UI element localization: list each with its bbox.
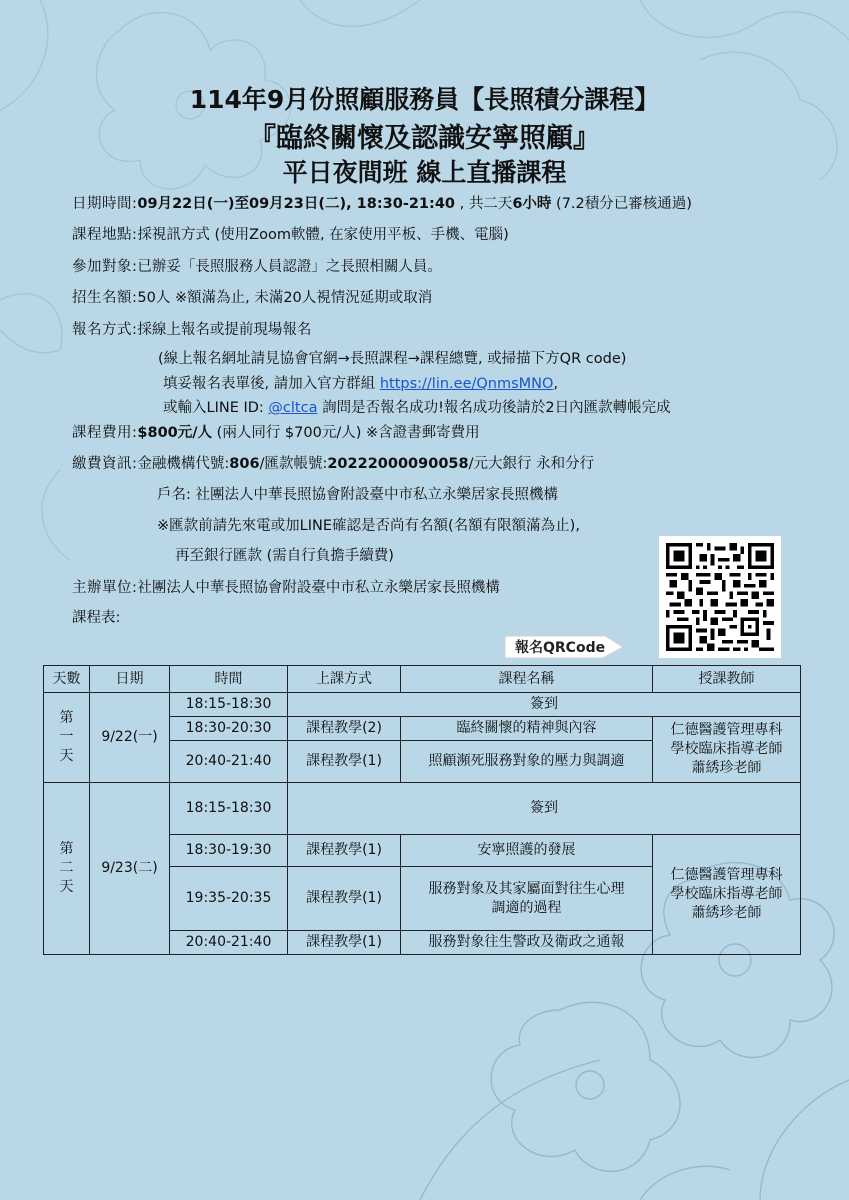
day-2-char: 第	[59, 841, 74, 857]
teacher-line: 學校臨床指導老師	[670, 741, 783, 757]
schedule-label: 課程表:	[72, 610, 121, 626]
day-1-date: 9/22(一)	[90, 693, 170, 783]
signup-line-4-note: 詢問是否報名成功!報名成功後請於2日內匯款轉帳完成	[317, 400, 671, 416]
date-label: 日期時間:	[72, 196, 138, 212]
day-2-cell	[44, 783, 90, 955]
signup-label: 報名方式:	[72, 322, 138, 338]
date-value: 09月22日(一)至09月23日(二), 18:30-21:40	[137, 196, 455, 212]
qr-code-label: 報名QRCode	[515, 640, 606, 656]
qr-code-icon	[666, 543, 774, 651]
day-1-char: 第	[59, 710, 74, 726]
signup-row	[72, 320, 311, 340]
method-cell: 課程教學(1)	[288, 931, 401, 955]
payment-row	[72, 454, 594, 474]
teacher-line: 仁德醫護管理專科	[670, 722, 783, 738]
course-line: 調適的過程	[491, 899, 562, 916]
time-cell: 19:35-20:35	[170, 867, 288, 931]
time-cell: 18:15-18:30	[170, 693, 288, 717]
course-cell: 安寧照護的發展	[401, 835, 653, 867]
day-2-char: 二	[59, 860, 74, 876]
method-cell: 課程教學(2)	[288, 717, 401, 741]
day-2-teacher	[653, 835, 801, 955]
target-row	[72, 257, 442, 277]
location-value: 採視訊方式 (使用Zoom軟體, 在家使用平板、手機、電腦)	[137, 227, 509, 243]
signup-value: 採線上報名或提前現場報名	[137, 322, 312, 338]
header-day: 天數	[44, 666, 90, 693]
line-group-link[interactable]: https://lin.ee/QnmsMNO	[379, 376, 554, 392]
organizer-row	[72, 578, 500, 598]
teacher-line: 仁德醫護管理專科	[670, 867, 783, 883]
table-row	[44, 693, 801, 717]
fee-note: (兩人同行 $700元/人) ※含證書郵寄費用	[212, 425, 480, 441]
title-line-2: 『臨終關懷及認識安寧照顧』	[249, 123, 600, 154]
checkin-cell: 簽到	[288, 693, 801, 717]
payment-label: 繳費資訊:	[72, 456, 138, 472]
day-1-teacher	[653, 717, 801, 783]
date-hours: 6小時	[512, 196, 552, 212]
signup-line-3-comma: ,	[553, 376, 559, 392]
line-id-link[interactable]: @cltca	[268, 400, 318, 416]
teacher-line: 學校臨床指導老師	[670, 886, 783, 902]
header-method: 上課方式	[288, 666, 401, 693]
time-cell: 18:30-19:30	[170, 835, 288, 867]
account-label: /匯款帳號:	[259, 456, 328, 472]
fee-row	[72, 423, 480, 443]
day-1-char: 天	[59, 748, 74, 764]
signup-qr-code[interactable]	[659, 536, 781, 658]
fee-price: $800元/人	[137, 425, 213, 441]
time-cell: 18:15-18:30	[170, 783, 288, 835]
table-row	[44, 783, 801, 835]
checkin-cell: 簽到	[288, 783, 801, 835]
bank-code-label: 金融機構代號:	[137, 456, 230, 472]
course-line: 服務對象及其家屬面對往生心理	[428, 880, 625, 897]
header-course: 課程名稱	[401, 666, 653, 693]
time-cell: 20:40-21:40	[170, 741, 288, 783]
signup-line-4-text: 或輸入LINE ID:	[163, 400, 269, 416]
teacher-line: 蕭綉珍老師	[691, 905, 762, 921]
fee-label: 課程費用:	[72, 425, 138, 441]
day-2-char: 天	[59, 879, 74, 895]
course-cell: 服務對象往生警政及衛政之通報	[401, 931, 653, 955]
target-label: 參加對象:	[72, 259, 138, 275]
day-1-char: 一	[59, 729, 74, 745]
organizer-label: 主辦單位:	[72, 580, 138, 596]
course-cell: 臨終關懷的精神與內容	[401, 717, 653, 741]
schedule-table	[43, 665, 801, 955]
course-cell	[401, 867, 653, 931]
day-1-cell	[44, 693, 90, 783]
payment-note-1: ※匯款前請先來電或加LINE確認是否尚有名額(名額有限額滿為止),	[157, 518, 580, 534]
bank-code: 806	[229, 456, 260, 472]
payment-note-2: 再至銀行匯款 (需自行負擔手續費)	[175, 548, 394, 564]
organizer-value: 社團法人中華長照協會附設臺中市私立永樂居家長照機構	[137, 580, 500, 596]
header-date: 日期	[90, 666, 170, 693]
account-holder: 戶名: 社團法人中華長照協會附設臺中市私立永樂居家長照機構	[157, 487, 558, 503]
day-2-date: 9/23(二)	[90, 783, 170, 955]
header-time: 時間	[170, 666, 288, 693]
title-line-3: 平日夜間班 線上直播課程	[282, 158, 567, 187]
method-cell: 課程教學(1)	[288, 741, 401, 783]
date-credit: (7.2積分已審核通過)	[551, 196, 692, 212]
location-label: 課程地點:	[72, 227, 138, 243]
signup-line-2: (線上報名網址請見協會官網→長照課程→課程總覽, 或掃描下方QR code)	[158, 351, 627, 367]
bank-name: /元大銀行 永和分行	[468, 456, 595, 472]
title-line-1: 114年9月份照顧服務員【長照積分課程】	[189, 85, 660, 114]
method-cell: 課程教學(1)	[288, 835, 401, 867]
header-teacher: 授課教師	[653, 666, 801, 693]
account-number: 20222000090058	[327, 456, 469, 472]
date-normal: , 共二天	[455, 196, 513, 212]
time-cell: 18:30-20:30	[170, 717, 288, 741]
table-header-row	[44, 666, 801, 693]
location-row	[72, 225, 509, 245]
teacher-line: 蕭綉珍老師	[691, 760, 762, 776]
time-cell: 20:40-21:40	[170, 931, 288, 955]
quota-label: 招生名額:	[72, 290, 138, 306]
method-cell: 課程教學(1)	[288, 867, 401, 931]
quota-row	[72, 288, 432, 308]
signup-line-4	[163, 398, 671, 418]
signup-line-3	[163, 374, 558, 394]
quota-value: 50人 ※額滿為止, 未滿20人視情況延期或取消	[137, 290, 433, 306]
date-row	[72, 194, 692, 214]
course-cell: 照顧瀕死服務對象的壓力與調適	[401, 741, 653, 783]
signup-line-3-text: 填妥報名表單後, 請加入官方群組	[163, 376, 380, 392]
target-value: 已辦妥「長照服務人員認證」之長照相關人員。	[137, 259, 442, 275]
